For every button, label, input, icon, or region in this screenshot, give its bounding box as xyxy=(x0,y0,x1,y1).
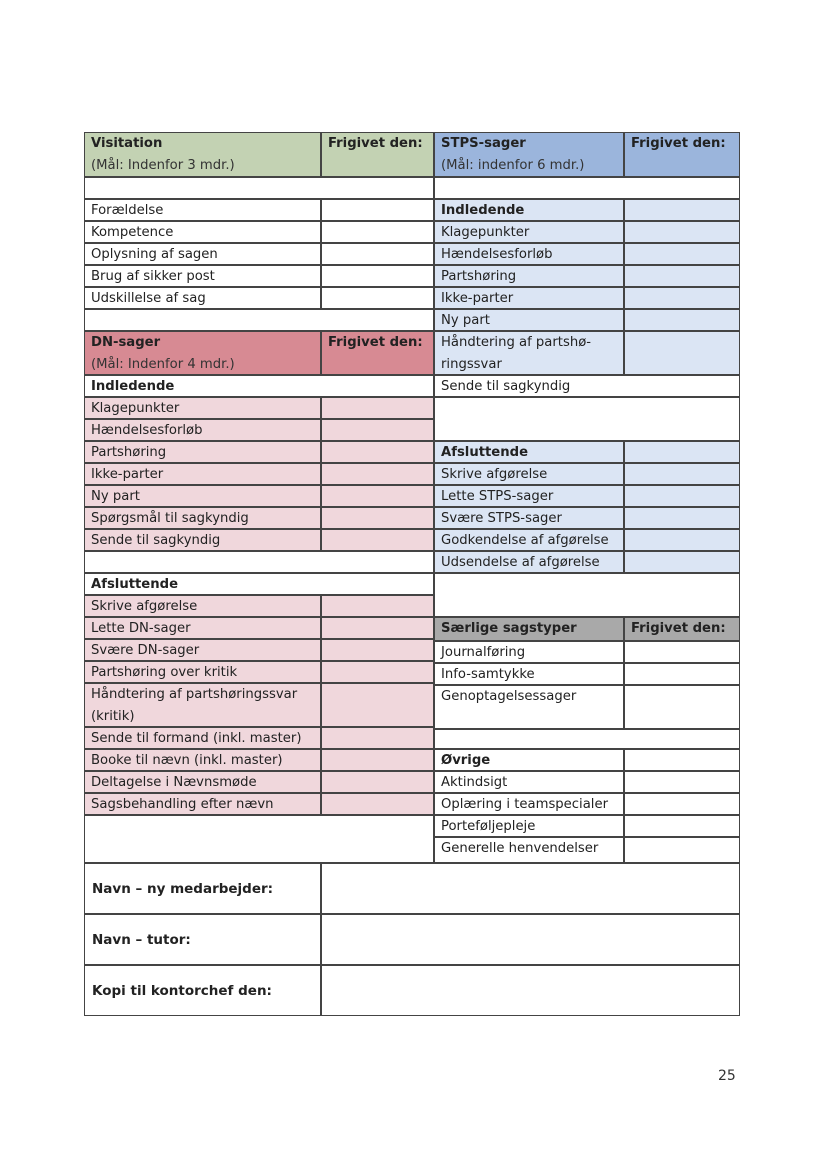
dn-date-field[interactable] xyxy=(321,771,434,793)
stps-date-field[interactable] xyxy=(624,221,740,243)
dn-intro-item: Ikke-parter xyxy=(84,463,321,485)
left-spacer xyxy=(84,309,434,331)
stps-date-field[interactable] xyxy=(624,441,740,463)
dn-date-field[interactable] xyxy=(321,397,434,419)
dn-final-item: Svære DN-sager xyxy=(84,639,321,661)
dn-final-item-line: (kritik) xyxy=(91,709,135,724)
visitation-date-field[interactable] xyxy=(321,287,434,309)
other-heading: Øvrige xyxy=(434,749,624,771)
dn-date-field[interactable] xyxy=(321,727,434,749)
copy-chief-date-field[interactable] xyxy=(321,965,740,1016)
stps-date-field[interactable] xyxy=(624,287,740,309)
other-item: Aktindsigt xyxy=(434,771,624,793)
visitation-date-field[interactable] xyxy=(321,265,434,287)
visitation-item: Forældelse xyxy=(84,199,321,221)
stps-date-field[interactable] xyxy=(624,507,740,529)
other-date-field[interactable] xyxy=(624,771,740,793)
stps-date-field[interactable] xyxy=(624,265,740,287)
dn-date-field[interactable] xyxy=(321,617,434,639)
stps-spacer xyxy=(434,397,740,441)
dn-final-item-multiline xyxy=(84,683,321,727)
dn-title: DN-sager xyxy=(91,335,161,350)
dn-intro-heading: Indledende xyxy=(84,375,434,397)
dn-date-field[interactable] xyxy=(321,683,434,727)
dn-date-field[interactable] xyxy=(321,485,434,507)
visitation-header xyxy=(84,132,321,177)
dn-date-field[interactable] xyxy=(321,441,434,463)
dn-goal: (Mål: Indenfor 4 mdr.) xyxy=(91,357,235,372)
stps-intro-item: Sende til sagkyndig xyxy=(434,375,740,397)
dn-intro-item: Sende til sagkyndig xyxy=(84,529,321,551)
visitation-date-field[interactable] xyxy=(321,221,434,243)
visitation-released-header: Frigivet den: xyxy=(321,132,434,177)
dn-date-field[interactable] xyxy=(321,661,434,683)
visitation-spacer xyxy=(84,177,434,199)
dn-final-item: Deltagelse i Nævnsmøde xyxy=(84,771,321,793)
stps-date-field[interactable] xyxy=(624,529,740,551)
stps-intro-item-line: Håndtering af partshø- xyxy=(441,335,592,350)
stps-final-item: Svære STPS-sager xyxy=(434,507,624,529)
special-item: Info-samtykke xyxy=(434,663,624,685)
dn-released-header: Frigivet den: xyxy=(321,331,434,375)
stps-date-field[interactable] xyxy=(624,485,740,507)
left-bottom-spacer xyxy=(84,815,434,863)
stps-intro-item-line: ringssvar xyxy=(441,357,502,372)
other-date-field[interactable] xyxy=(624,749,740,771)
stps-date-field[interactable] xyxy=(624,309,740,331)
dn-date-field[interactable] xyxy=(321,595,434,617)
stps-date-field[interactable] xyxy=(624,199,740,221)
right-spacer xyxy=(434,573,740,617)
stps-intro-item: Hændelsesforløb xyxy=(434,243,624,265)
dn-date-field[interactable] xyxy=(321,463,434,485)
dn-final-item: Sende til formand (inkl. master) xyxy=(84,727,321,749)
tutor-name-field[interactable] xyxy=(321,914,740,965)
dn-final-item: Sagsbehandling efter nævn xyxy=(84,793,321,815)
dn-intro-item: Spørgsmål til sagkyndig xyxy=(84,507,321,529)
stps-final-item: Udsendelse af afgørelse xyxy=(434,551,624,573)
dn-date-field[interactable] xyxy=(321,639,434,661)
visitation-title: Visitation xyxy=(91,136,163,151)
other-date-field[interactable] xyxy=(624,815,740,837)
dn-spacer xyxy=(84,551,434,573)
visitation-date-field[interactable] xyxy=(321,243,434,265)
dn-final-item: Booke til nævn (inkl. master) xyxy=(84,749,321,771)
other-item: Generelle henvendelser xyxy=(434,837,624,863)
stps-date-field[interactable] xyxy=(624,463,740,485)
visitation-item: Brug af sikker post xyxy=(84,265,321,287)
dn-intro-item: Hændelsesforløb xyxy=(84,419,321,441)
dn-date-field[interactable] xyxy=(321,419,434,441)
stps-header xyxy=(434,132,624,177)
special-header: Særlige sagstyper xyxy=(434,617,624,641)
dn-date-field[interactable] xyxy=(321,529,434,551)
dn-date-field[interactable] xyxy=(321,793,434,815)
visitation-item: Udskillelse af sag xyxy=(84,287,321,309)
dn-header xyxy=(84,331,321,375)
dn-date-field[interactable] xyxy=(321,507,434,529)
special-spacer xyxy=(434,729,740,749)
stps-intro-heading: Indledende xyxy=(434,199,624,221)
stps-intro-item: Ikke-parter xyxy=(434,287,624,309)
stps-date-field[interactable] xyxy=(624,243,740,265)
stps-final-heading: Afsluttende xyxy=(434,441,624,463)
visitation-date-field[interactable] xyxy=(321,199,434,221)
dn-date-field[interactable] xyxy=(321,749,434,771)
dn-final-heading: Afsluttende xyxy=(84,573,434,595)
stps-released-header: Frigivet den: xyxy=(624,132,740,177)
stps-spacer xyxy=(434,177,740,199)
visitation-item: Kompetence xyxy=(84,221,321,243)
special-date-field[interactable] xyxy=(624,685,740,729)
page-number: 25 xyxy=(718,1068,736,1084)
stps-final-item: Skrive afgørelse xyxy=(434,463,624,485)
special-date-field[interactable] xyxy=(624,663,740,685)
stps-intro-item: Ny part xyxy=(434,309,624,331)
dn-final-item: Skrive afgørelse xyxy=(84,595,321,617)
dn-intro-item: Ny part xyxy=(84,485,321,507)
special-date-field[interactable] xyxy=(624,641,740,663)
visitation-goal: (Mål: Indenfor 3 mdr.) xyxy=(91,158,235,173)
stps-intro-item: Partshøring xyxy=(434,265,624,287)
tutor-label: Navn – tutor: xyxy=(84,914,321,965)
dn-intro-item: Klagepunkter xyxy=(84,397,321,419)
visitation-item: Oplysning af sagen xyxy=(84,243,321,265)
other-item: Porteføljepleje xyxy=(434,815,624,837)
new-employee-name-field[interactable] xyxy=(321,863,740,914)
stps-intro-item: Klagepunkter xyxy=(434,221,624,243)
copy-chief-label: Kopi til kontorchef den: xyxy=(84,965,321,1016)
stps-final-item: Godkendelse af afgørelse xyxy=(434,529,624,551)
stps-date-field[interactable] xyxy=(624,331,740,375)
stps-goal: (Mål: indenfor 6 mdr.) xyxy=(441,158,585,173)
dn-final-item-line: Håndtering af partshøringssvar xyxy=(91,687,298,702)
dn-final-item: Partshøring over kritik xyxy=(84,661,321,683)
other-item: Oplæring i teamspecialer xyxy=(434,793,624,815)
special-item: Journalføring xyxy=(434,641,624,663)
stps-date-field[interactable] xyxy=(624,551,740,573)
stps-title: STPS-sager xyxy=(441,136,526,151)
special-item: Genoptagelsessager xyxy=(434,685,624,729)
special-released-header: Frigivet den: xyxy=(624,617,740,641)
dn-final-item: Lette DN-sager xyxy=(84,617,321,639)
other-date-field[interactable] xyxy=(624,837,740,863)
other-date-field[interactable] xyxy=(624,793,740,815)
stps-intro-item-multiline xyxy=(434,331,624,375)
dn-intro-item: Partshøring xyxy=(84,441,321,463)
stps-final-item: Lette STPS-sager xyxy=(434,485,624,507)
new-employee-label: Navn – ny medarbejder: xyxy=(84,863,321,914)
